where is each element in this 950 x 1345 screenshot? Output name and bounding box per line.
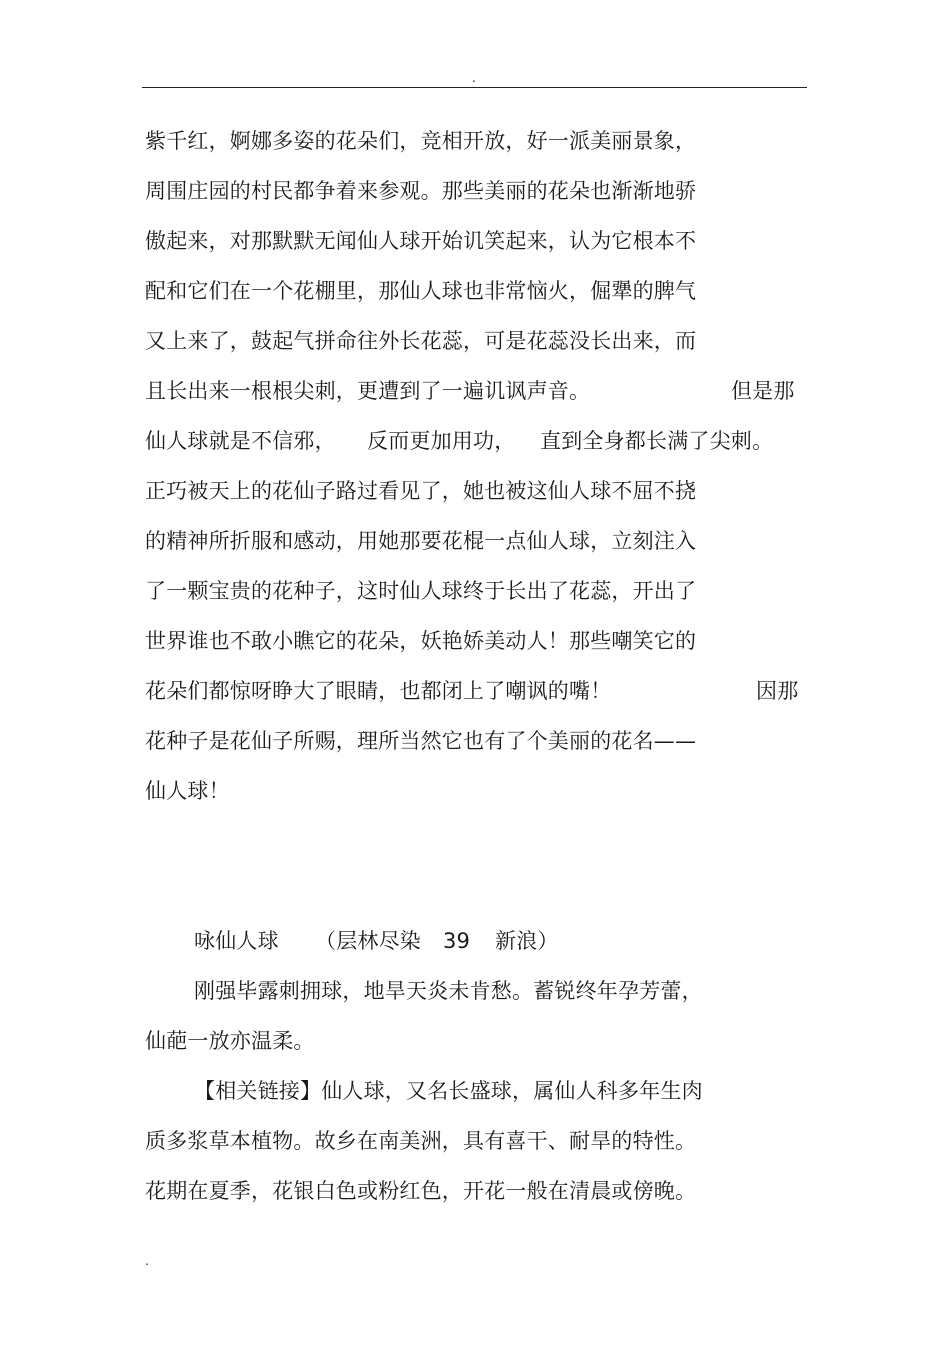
poem-source-number: 39 xyxy=(443,929,471,953)
story-line: 了一颗宝贵的花种子，这时仙人球终于长出了花蕊，开出了 xyxy=(145,579,697,603)
story-line: 世界谁也不敢小瞧它的花朵，妖艳娇美动人！那些嘲笑它的 xyxy=(145,629,697,653)
story-line: 紫千红，婀娜多姿的花朵们，竞相开放，好一派美丽景象， xyxy=(145,129,697,153)
poem-source-site: 新浪） xyxy=(495,929,559,953)
header-mark: . xyxy=(472,71,476,85)
story-line: 花朵们都惊呀睁大了眼睛，也都闭上了嘲讽的嘴！ xyxy=(145,679,612,703)
related-link-line: 花期在夏季，花银白色或粉红色，开花一般在清晨或傍晚。 xyxy=(145,1179,697,1203)
related-link-line: 质多浆草本植物。故乡在南美洲，具有喜干、耐旱的特性。 xyxy=(145,1129,697,1153)
poem-title: 咏仙人球 xyxy=(194,929,279,953)
story-line: 的精神所折服和感动，用她那要花棍一点仙人球，立刻注入 xyxy=(145,529,697,553)
story-line: 仙人球就是不信邪， xyxy=(145,429,336,453)
story-line: 花种子是花仙子所赐，理所当然它也有了个美丽的花名—— xyxy=(145,729,697,753)
footer-mark: . xyxy=(145,1254,149,1268)
story-line: 傲起来，对那默默无闻仙人球开始讥笑起来，认为它根本不 xyxy=(145,229,697,253)
story-line: 仙人球！ xyxy=(145,779,230,803)
story-line: 正巧被天上的花仙子路过看见了，她也被这仙人球不屈不挠 xyxy=(145,479,697,503)
story-line: 配和它们在一个花棚里，那仙人球也非常恼火，倔犟的脾气 xyxy=(145,279,697,303)
story-line-fragment: 反而更加用功， xyxy=(367,429,516,453)
story-line-fragment: 但是那 xyxy=(731,379,795,403)
header-rule xyxy=(142,87,807,88)
story-line: 且长出来一根根尖刺，更遭到了一遍讥讽声音。 xyxy=(145,379,591,403)
related-link-line: 【相关链接】仙人球，又名长盛球，属仙人科多年生肉 xyxy=(194,1079,703,1103)
story-line-fragment: 直到全身都长满了尖刺。 xyxy=(540,429,774,453)
poem-line: 仙葩一放亦温柔。 xyxy=(145,1029,315,1053)
story-line-fragment: 因那 xyxy=(756,679,799,703)
poem-line: 刚强毕露刺拥球，地旱天炎未肯愁。蓄锐终年孕芳蕾， xyxy=(194,979,703,1003)
story-line: 又上来了，鼓起气拼命往外长花蕊，可是花蕊没长出来，而 xyxy=(145,329,697,353)
story-line: 周围庄园的村民都争着来参观。那些美丽的花朵也渐渐地骄 xyxy=(145,179,697,203)
poem-source: （层林尽染 xyxy=(315,929,421,953)
